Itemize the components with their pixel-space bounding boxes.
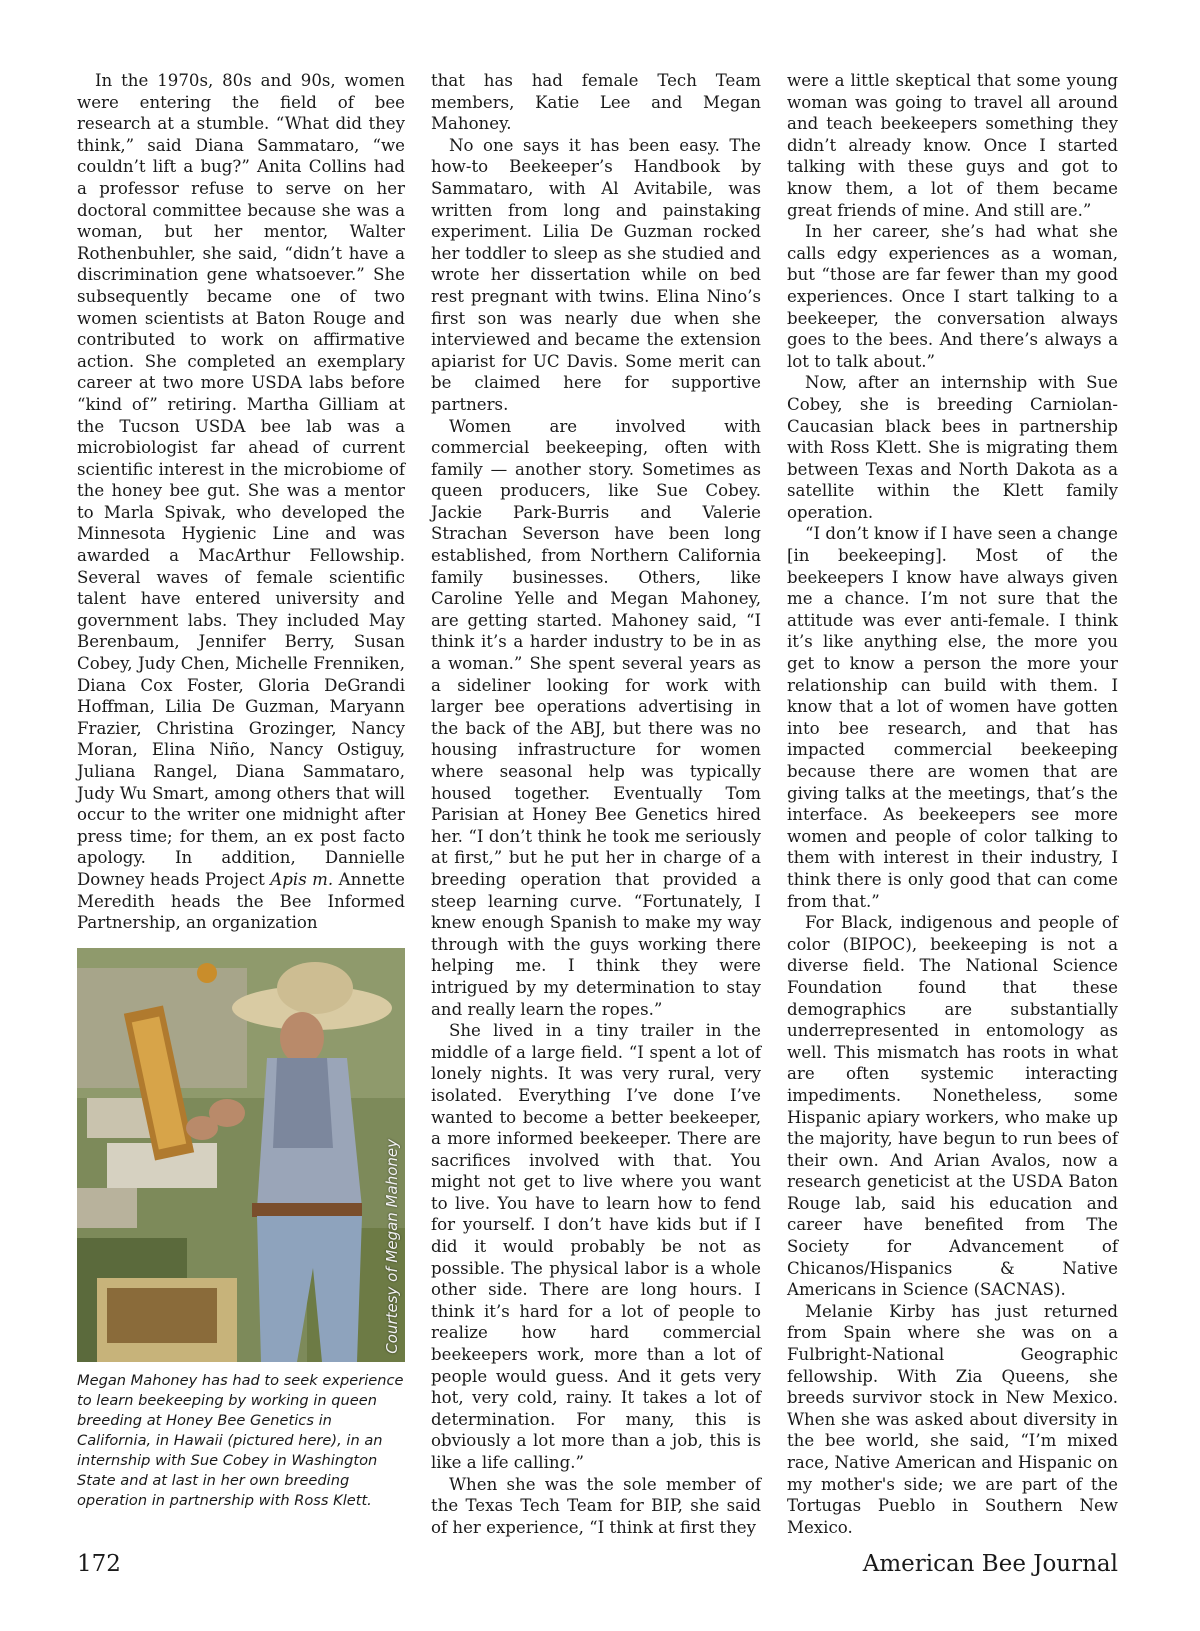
- paragraph: In her career, she’s had what she calls edgy experiences as a woman, but “those are far fewer than my good experiences. Once I start talking to a beekeeper, the conversation always goes to the bees. And there’s always a lot to talk about.”: [787, 222, 1118, 371]
- paragraph: She lived in a tiny trailer in the middle of a large field. “I spent a lot of lonely nights. It was very rural, very isolated. Everything I’ve done I’ve wanted to become a better beekeeper, a more informed beekeeper. There are sacrifices involved with that. You might not get to live where you want to live. You have to learn how to fend for yourself. I don’t have kids but if I did it would probably be not as possible. The physical labor is a whole other side. There are long hours. I think it’s hard for a lot of people to realize how hard commercial beekeepers work, more than a lot of people would guess. And it gets very hot, very cold, rainy. It takes a lot of determination. For many, this is obviously a lot more than a job, this is like a life calling.”: [431, 1021, 761, 1472]
- photo-credit: Courtesy of Megan Mahoney: [383, 1139, 401, 1354]
- article-column-2: [431, 70, 761, 1538]
- beekeeper-photo: [77, 948, 405, 1362]
- paragraph: When she was the sole member of the Texas Tech Team for BIP, she said of her experience, “I think at first they: [431, 1474, 761, 1537]
- photo-illustration: [77, 948, 405, 1362]
- page-number: 172: [77, 1551, 121, 1577]
- paragraph: Women are involved with commercial beekeeping, often with family — another story. Sometimes as queen producers, like Sue Cobey. Jackie Park-Burris and Valerie Strachan Severson have been long established, from Northern California family businesses. Others, like Caroline Yelle and Megan Mahoney, are getting started. Mahoney said, “I think it’s a harder industry to be in as a woman.” She spent several years as a sideliner looking for work with larger bee operations advertising in the back of the ABJ, but there was no housing infrastructure for women where seasonal help was typically housed together. Eventually Tom Parisian at Honey Bee Genetics hired her. “I don’t think he took me seriously at first,” but he put her in charge of a breeding operation that provided a steep learning curve. “Fortunately, I knew enough Spanish to make my way through with the guys working there helping me. I think they were intrigued by my determination to stay and really learn the ropes.”: [431, 416, 761, 1019]
- paragraph: Now, after an internship with Sue Cobey, she is breeding Carniolan-Caucasian black bees in partnership with Ross Klett. She is migrating them between Texas and North Dakota as a satellite within the Klett family operation.: [787, 373, 1118, 522]
- photo-caption: Megan Mahoney has had to seek experience to learn beekeeping by working in queen breeding at Honey Bee Genetics in California, in Hawaii (pictured here), in an internship with Sue Cobey in Washington State and at last in her own breeding operation in partnership with Ross Klett.: [77, 1372, 404, 1509]
- paragraph: were a little skeptical that some young woman was going to travel all around and teach beekeepers something they didn’t already know. Once I started talking with these guys and got to know them, a lot of them became great friends of mine. And still are.”: [787, 71, 1118, 220]
- paragraph: For Black, indigenous and people of color (BIPOC), beekeeping is not a diverse field. The National Science Foundation found that these demographics are substantially underrepresented in entomology as well. This mismatch has roots in what are often systemic interacting impediments. Nonetheless, some Hispanic apiary workers, who make up the majority, have begun to run bees of their own. And Arian Avalos, now a research geneticist at the USDA Baton Rouge lab, said his education and career have benefited from The Society for Advancement of Chicanos/Hispanics & Native Americans in Science (SACNAS).: [787, 913, 1118, 1300]
- journal-name: American Bee Journal: [862, 1551, 1118, 1577]
- article-column-1: [77, 70, 405, 934]
- italic-term: Apis m.: [270, 869, 334, 889]
- article-column-3: [787, 70, 1118, 1538]
- paragraph: that has had female Tech Team members, Katie Lee and Megan Mahoney.: [431, 71, 761, 134]
- paragraph: “I don’t know if I have seen a change [in beekeeping]. Most of the beekeepers I know have always given me a chance. I’m not sure that the attitude was ever anti-female. I think it’s like anything else, the more you get to know a person the more your relationship can build with them. I know that a lot of women have gotten into bee research, and that has impacted commercial beekeeping because there are women that are giving talks at the meetings, that’s the interface. As beekeepers see more women and people of color talking to them with interest in their industry, I think there is only good that can come from that.”: [787, 524, 1118, 911]
- paragraph: Melanie Kirby has just returned from Spain where she was on a Fulbright-National Geographic fellowship. With Zia Queens, she breeds survivor stock in New Mexico. When she was asked about diversity in the bee world, she said, “I’m mixed race, Native American and Hispanic on my mother's side; we are part of the Tortugas Pueblo in Southern New Mexico.: [787, 1301, 1118, 1537]
- paragraph: In the 1970s, 80s and 90s, women were entering the field of bee research at a stumble. “What did they think,” said Diana Sammataro, “we couldn’t lift a bug?” Anita Collins had a professor refuse to serve on her doctoral committee because she was a woman, but her mentor, Walter Rothenbuhler, she said, “didn’t have a discrimination gene whatsoever.” She subsequently became one of two women scientists at Baton Rouge and contributed to work on affirmative action. She completed an exemplary career at two more USDA labs before “kind of” retiring. Martha Gilliam at the Tucson USDA bee lab was a microbiologist far ahead of current scientific interest in the microbiome of the honey bee gut. She was a mentor to Marla Spivak, who developed the Minnesota Hygienic Line and was awarded a MacArthur Fellowship. Several waves of female scientific talent have entered university and government labs. They included May Berenbaum, Jennifer Berry, Susan Cobey, Judy Chen, Michelle Frenniken, Diana Cox Foster, Gloria DeGrandi Hoffman, Lilia De Guzman, Maryann Frazier, Christina Grozinger, Nancy Moran, Elina Niño, Nancy Ostiguy, Juliana Rangel, Diana Sammataro, Judy Wu Smart, among others that will occur to the writer one midnight after press time; for them, an ex post facto apology. In addition, Dannielle Downey heads Project Apis m. Annette Meredith heads the Bee Informed Partnership, an organization: [77, 71, 405, 933]
- paragraph: No one says it has been easy. The how-to Beekeeper’s Handbook by Sammataro, with Al Avitabile, was written from long and painstaking experiment. Lilia De Guzman rocked her toddler to sleep as she studied and wrote her dissertation while on bed rest pregnant with twins. Elina Nino’s first son was nearly due when she interviewed and became the extension apiarist for UC Davis. Some merit can be claimed here for supportive partners.: [431, 135, 761, 414]
